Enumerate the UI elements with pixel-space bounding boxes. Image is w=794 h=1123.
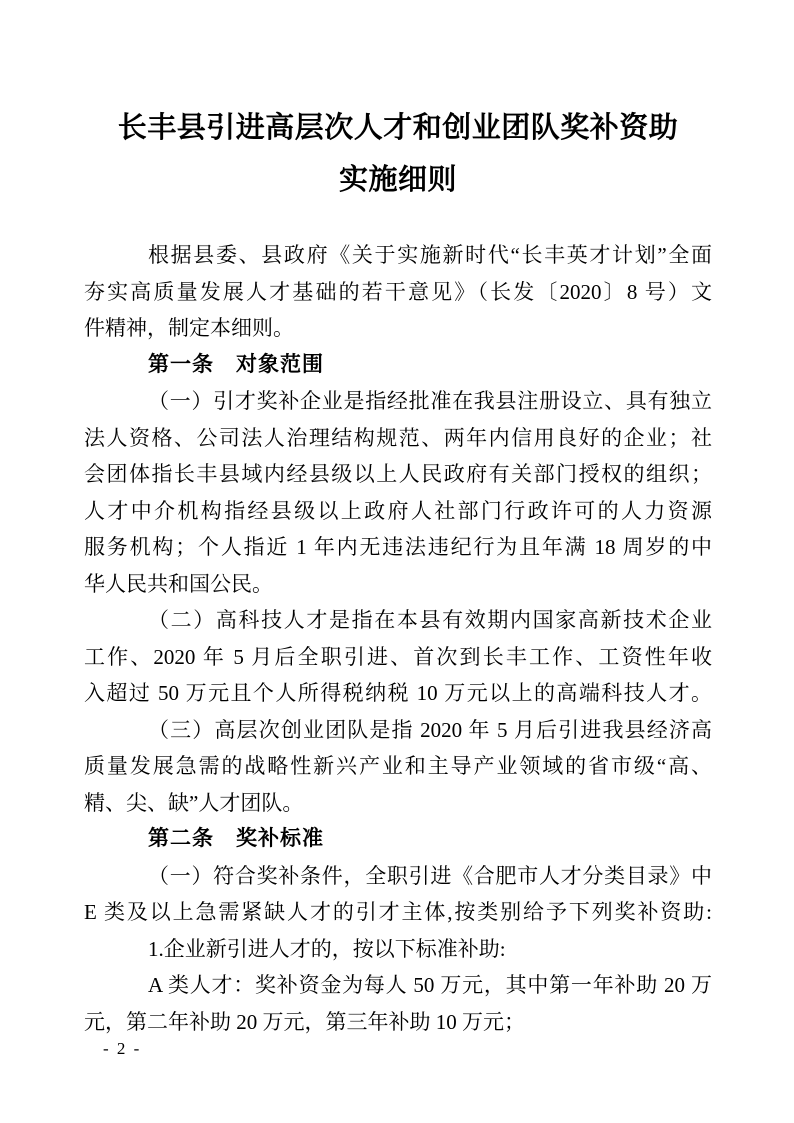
text-line: 精、尖、缺”人才团队。 xyxy=(84,790,304,815)
text-line: E 类及以上急需紧缺人才的引才主体,按类别给予下列奖补资助: xyxy=(84,900,712,924)
text-line: （一）符合奖补条件，全职引进《合肥市人才分类目录》中 xyxy=(148,863,712,888)
section-heading: 第二条 奖补标准 xyxy=(148,827,324,850)
text-line: 入超过 50 万元且个人所得税纳税 10 万元以上的高端科技人才。 xyxy=(84,681,712,705)
section-heading: 第一条 对象范围 xyxy=(148,352,324,376)
text-line: A 类人才：奖补资金为每人 50 万元，其中第一年补助 20 万 xyxy=(148,973,712,997)
text-line: 根据县委、县政府《关于实施新时代“长丰英才计划”全面 xyxy=(148,243,712,267)
page-number: - 2 - xyxy=(103,1039,142,1058)
document-body xyxy=(84,237,712,1040)
text-line: 法人资格、公司法人治理结构规范、两年内信用良好的企业；社 xyxy=(84,425,712,450)
document-title-line-1: 长丰县引进高层次人才和创业团队奖补资助 xyxy=(117,112,679,144)
text-line: 华人民共和国公民。 xyxy=(84,571,273,596)
text-line: 服务机构；个人指近 1 年内无违法违纪行为且年满 18 周岁的中 xyxy=(84,535,712,559)
document-title-line-2: 实施细则 xyxy=(338,164,457,196)
text-line: 质量发展急需的战略性新兴产业和主导产业领域的省市级“高、 xyxy=(84,754,712,778)
text-line: 元，第二年补助 20 万元，第三年补助 10 万元； xyxy=(84,1009,525,1034)
text-line: （三）高层次创业团队是指 2020 年 5 月后引进我县经济高 xyxy=(148,717,712,742)
document-title xyxy=(84,102,712,206)
text-line: 人才中介机构指经县级以上政府人社部门行政许可的人力资源 xyxy=(84,498,712,523)
text-line: （二）高科技人才是指在本县有效期内国家高新技术企业 xyxy=(148,608,712,632)
text-line: （一）引才奖补企业是指经批准在我县注册设立、具有独立 xyxy=(148,389,712,413)
text-line: 工作、2020 年 5 月后全职引进、首次到长丰工作、工资性年收 xyxy=(84,644,712,669)
text-line: 件精神，制定本细则。 xyxy=(84,316,294,340)
text-line: 1.企业新引进人才的，按以下标准补助: xyxy=(148,936,506,961)
text-line: 会团体指长丰县域内经县级以上人民政府有关部门授权的组织； xyxy=(84,462,712,486)
text-line: 夯实高质量发展人才基础的若干意见》（长发〔2020〕8 号）文 xyxy=(84,279,712,304)
